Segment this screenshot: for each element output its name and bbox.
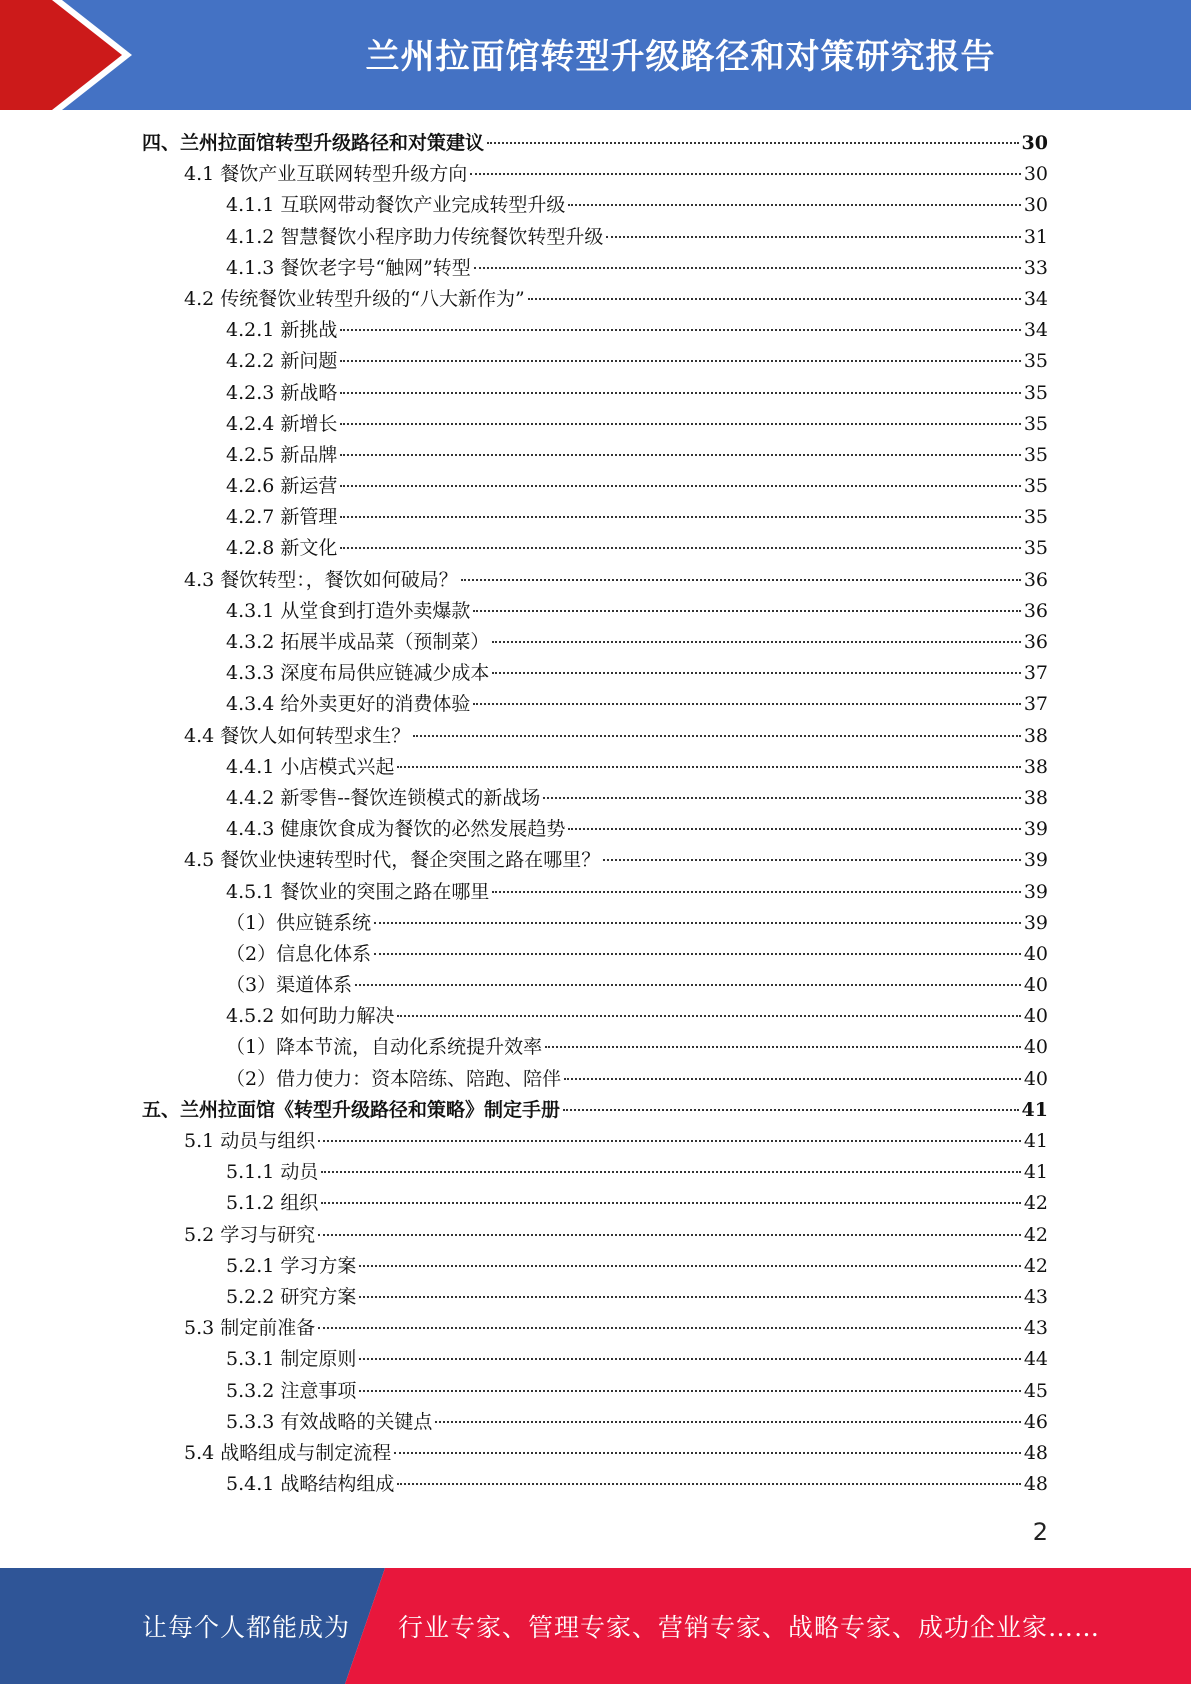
toc-entry-title: （1）降本节流，自动化系统提升效率 bbox=[226, 1036, 543, 1059]
toc-dot-leader bbox=[321, 1171, 1020, 1173]
toc-entry-page: 43 bbox=[1023, 1285, 1048, 1308]
toc-entry-page: 38 bbox=[1023, 786, 1048, 809]
toc-entry-title: 4.2.6 新运营 bbox=[226, 475, 338, 498]
toc-dot-leader bbox=[487, 142, 1019, 144]
toc-entry[interactable] bbox=[142, 1282, 1048, 1313]
toc-dot-leader bbox=[374, 922, 1021, 924]
toc-entry-title: 5.3.3 有效战略的关键点 bbox=[226, 1410, 433, 1433]
toc-entry-title: 4.4.2 新零售--餐饮连锁模式的新战场 bbox=[226, 786, 541, 809]
toc-entry[interactable] bbox=[142, 346, 1048, 377]
toc-entry-page: 36 bbox=[1023, 631, 1048, 653]
toc-dot-leader bbox=[340, 423, 1020, 425]
toc-entry-page: 31 bbox=[1023, 225, 1048, 248]
toc-entry-page: 44 bbox=[1023, 1348, 1048, 1371]
toc-entry-page: 43 bbox=[1023, 1317, 1048, 1340]
toc-entry-page: 34 bbox=[1023, 319, 1048, 342]
toc-entry[interactable] bbox=[142, 502, 1048, 533]
toc-entry-page: 37 bbox=[1023, 693, 1048, 716]
toc-entry[interactable] bbox=[142, 1469, 1048, 1500]
toc-entry-title: 5.2 学习与研究 bbox=[184, 1223, 316, 1246]
toc-entry-page: 39 bbox=[1023, 880, 1048, 903]
toc-entry-title: 5.3.2 注意事项 bbox=[226, 1379, 357, 1402]
toc-entry-page: 35 bbox=[1023, 506, 1048, 529]
toc-dot-leader bbox=[340, 329, 1020, 331]
toc-entry[interactable] bbox=[142, 1376, 1048, 1407]
toc-entry[interactable] bbox=[142, 1344, 1048, 1375]
toc-entry-title: 4.1.1 互联网带动餐饮产业完成转型升级 bbox=[226, 194, 566, 217]
toc-entry[interactable] bbox=[142, 783, 1048, 814]
toc-entry-title: 5.2.2 研究方案 bbox=[226, 1285, 357, 1308]
toc-entry-page: 37 bbox=[1023, 662, 1048, 685]
toc-entry[interactable] bbox=[142, 1001, 1048, 1032]
toc-entry[interactable] bbox=[142, 752, 1048, 783]
toc-entry[interactable] bbox=[142, 658, 1048, 689]
toc-entry-page: 40 bbox=[1023, 1036, 1048, 1059]
toc-dot-leader bbox=[359, 1390, 1020, 1392]
toc-entry-title: 4.2.1 新挑战 bbox=[226, 319, 338, 342]
toc-entry-title: 4.2.2 新问题 bbox=[226, 350, 338, 373]
toc-dot-leader bbox=[606, 236, 1020, 238]
toc-dot-leader bbox=[470, 173, 1021, 175]
toc-entry-title: 4.3.2 拓展半成品菜（预制菜） bbox=[226, 631, 490, 653]
toc-entry[interactable] bbox=[142, 471, 1048, 502]
toc-entry-page: 48 bbox=[1023, 1473, 1048, 1496]
toc-entry-page: 38 bbox=[1023, 755, 1048, 778]
toc-entry[interactable] bbox=[142, 1032, 1048, 1063]
toc-dot-leader bbox=[359, 1296, 1020, 1298]
toc-entry-page: 30 bbox=[1021, 132, 1048, 154]
toc-entry-page: 35 bbox=[1023, 443, 1048, 466]
toc-entry-page: 39 bbox=[1023, 849, 1048, 872]
toc-entry-page: 30 bbox=[1023, 194, 1048, 217]
toc-dot-leader bbox=[568, 204, 1020, 206]
toc-entry-title: 5.3.1 制定原则 bbox=[226, 1348, 357, 1371]
toc-entry-title: （1）供应链系统 bbox=[226, 911, 372, 934]
toc-dot-leader bbox=[340, 360, 1020, 362]
toc-entry-title: 5.1.1 动员 bbox=[226, 1161, 319, 1184]
toc-entry-page: 42 bbox=[1023, 1192, 1048, 1215]
toc-dot-leader bbox=[340, 485, 1020, 487]
toc-dot-leader bbox=[397, 766, 1020, 768]
header-arrow-icon bbox=[0, 0, 160, 110]
toc-entry[interactable] bbox=[142, 596, 1048, 627]
toc-entry-title: 4.2.5 新品牌 bbox=[226, 443, 338, 466]
toc-entry-title: 5.1.2 组织 bbox=[226, 1192, 319, 1215]
toc-entry-page: 40 bbox=[1023, 974, 1048, 997]
toc-dot-leader bbox=[603, 859, 1021, 861]
toc-entry[interactable] bbox=[142, 721, 1048, 752]
toc-entry-title: 5.3 制定前准备 bbox=[184, 1317, 316, 1340]
toc-entry[interactable] bbox=[142, 378, 1048, 409]
toc-entry[interactable] bbox=[142, 284, 1048, 315]
toc-entry-title: 4.4.1 小店模式兴起 bbox=[226, 755, 395, 778]
toc-dot-leader bbox=[359, 1358, 1020, 1360]
toc-entry-page: 38 bbox=[1023, 724, 1048, 747]
toc-entry-title: 4.3 餐饮转型：，餐饮如何破局？ bbox=[184, 568, 458, 591]
toc-entry-page: 35 bbox=[1023, 537, 1048, 560]
table-of-contents bbox=[142, 128, 1048, 1500]
toc-entry-page: 34 bbox=[1023, 287, 1048, 310]
toc-entry-title: 4.2.4 新增长 bbox=[226, 412, 338, 435]
toc-dot-leader bbox=[492, 672, 1020, 674]
toc-entry-page: 35 bbox=[1023, 412, 1048, 435]
toc-entry[interactable] bbox=[142, 1157, 1048, 1188]
toc-dot-leader bbox=[492, 641, 1020, 643]
toc-dot-leader bbox=[340, 516, 1020, 518]
toc-dot-leader bbox=[413, 735, 1021, 737]
toc-entry[interactable] bbox=[142, 939, 1048, 970]
toc-entry-page: 30 bbox=[1023, 163, 1048, 186]
toc-entry-page: 46 bbox=[1023, 1410, 1048, 1433]
toc-entry-title: 4.5 餐饮业快速转型时代，餐企突围之路在哪里？ bbox=[184, 849, 601, 872]
toc-entry[interactable] bbox=[142, 1188, 1048, 1219]
toc-entry-page: 40 bbox=[1023, 1067, 1048, 1090]
toc-entry[interactable] bbox=[142, 845, 1048, 876]
toc-entry-page: 40 bbox=[1023, 1005, 1048, 1028]
toc-entry[interactable] bbox=[142, 440, 1048, 471]
toc-entry-title: 4.4.3 健康饮食成为餐饮的必然发展趋势 bbox=[226, 818, 566, 841]
toc-entry[interactable] bbox=[142, 1251, 1048, 1282]
toc-dot-leader bbox=[568, 828, 1020, 830]
toc-entry-title: 4.2.8 新文化 bbox=[226, 537, 338, 560]
toc-entry-title: 四、兰州拉面馆转型升级路径和对策建议 bbox=[142, 132, 485, 154]
toc-entry-page: 40 bbox=[1023, 942, 1048, 965]
toc-entry[interactable] bbox=[142, 159, 1048, 190]
page-number: 2 bbox=[1032, 1518, 1048, 1546]
toc-dot-leader bbox=[340, 547, 1020, 549]
toc-dot-leader bbox=[318, 1234, 1021, 1236]
toc-entry[interactable] bbox=[142, 908, 1048, 939]
toc-entry[interactable] bbox=[142, 1095, 1048, 1126]
document-title: 兰州拉面馆转型升级路径和对策研究报告 bbox=[365, 36, 996, 77]
toc-entry[interactable] bbox=[142, 1064, 1048, 1095]
toc-entry[interactable] bbox=[142, 128, 1048, 159]
toc-dot-leader bbox=[435, 1421, 1020, 1423]
toc-entry-page: 42 bbox=[1023, 1223, 1048, 1246]
toc-entry-page: 45 bbox=[1023, 1379, 1048, 1402]
toc-entry[interactable] bbox=[142, 1438, 1048, 1469]
header-banner bbox=[0, 0, 1191, 110]
toc-dot-leader bbox=[492, 891, 1020, 893]
toc-dot-leader bbox=[397, 1483, 1020, 1485]
toc-dot-leader bbox=[374, 953, 1021, 955]
toc-dot-leader bbox=[543, 797, 1021, 799]
toc-dot-leader bbox=[355, 984, 1021, 986]
toc-entry-page: 48 bbox=[1023, 1441, 1048, 1464]
toc-entry[interactable] bbox=[142, 1407, 1048, 1438]
toc-entry-title: 5.1 动员与组织 bbox=[184, 1130, 316, 1152]
toc-entry-page: 41 bbox=[1023, 1161, 1048, 1184]
toc-entry-title: 4.5.1 餐饮业的突围之路在哪里 bbox=[226, 880, 490, 903]
toc-entry[interactable] bbox=[142, 627, 1048, 658]
toc-entry[interactable] bbox=[142, 814, 1048, 845]
toc-dot-leader bbox=[340, 454, 1020, 456]
toc-dot-leader bbox=[340, 392, 1020, 394]
toc-entry-title: 4.4 餐饮人如何转型求生？ bbox=[184, 724, 411, 747]
toc-entry[interactable] bbox=[142, 1126, 1048, 1157]
toc-dot-leader bbox=[564, 1078, 1021, 1080]
toc-entry[interactable] bbox=[142, 533, 1048, 564]
toc-dot-leader bbox=[545, 1046, 1021, 1048]
toc-dot-leader bbox=[394, 1452, 1021, 1454]
toc-entry-title: 4.1.3 餐饮老字号“触网”转型 bbox=[226, 256, 471, 279]
toc-entry-page: 41 bbox=[1023, 1130, 1048, 1152]
toc-dot-leader bbox=[318, 1327, 1021, 1329]
footer-slogan-left: 让每个人都能成为 bbox=[142, 1613, 351, 1642]
toc-entry-title: 4.3.3 深度布局供应链减少成本 bbox=[226, 662, 490, 685]
toc-entry-title: 4.2.3 新战略 bbox=[226, 381, 338, 404]
toc-dot-leader bbox=[321, 1202, 1020, 1204]
toc-entry-title: 4.2.7 新管理 bbox=[226, 506, 338, 529]
toc-entry[interactable] bbox=[142, 689, 1048, 720]
toc-dot-leader bbox=[359, 1265, 1020, 1267]
toc-entry-title: （2）信息化体系 bbox=[226, 942, 372, 965]
toc-dot-leader bbox=[528, 298, 1021, 300]
toc-entry-title: 4.1 餐饮产业互联网转型升级方向 bbox=[184, 163, 468, 186]
toc-entry-page: 35 bbox=[1023, 475, 1048, 498]
toc-entry-page: 35 bbox=[1023, 350, 1048, 373]
toc-entry[interactable] bbox=[142, 409, 1048, 440]
toc-entry-page: 39 bbox=[1023, 818, 1048, 841]
toc-entry[interactable] bbox=[142, 315, 1048, 346]
toc-dot-leader bbox=[473, 610, 1020, 612]
toc-entry[interactable] bbox=[142, 565, 1048, 596]
footer-banner bbox=[0, 1568, 1191, 1684]
toc-dot-leader bbox=[397, 1015, 1020, 1017]
toc-entry-title: 4.2 传统餐饮业转型升级的“八大新作为” bbox=[184, 287, 525, 310]
toc-dot-leader bbox=[461, 579, 1021, 581]
toc-entry[interactable] bbox=[142, 222, 1048, 253]
toc-entry-title: （3）渠道体系 bbox=[226, 974, 353, 997]
toc-entry[interactable] bbox=[142, 970, 1048, 1001]
toc-entry-title: 4.5.2 如何助力解决 bbox=[226, 1005, 395, 1028]
toc-entry-title: 5.2.1 学习方案 bbox=[226, 1254, 357, 1277]
toc-entry-page: 36 bbox=[1023, 568, 1048, 591]
toc-entry-title: 五、兰州拉面馆《转型升级路径和策略》制定手册 bbox=[142, 1098, 561, 1121]
toc-entry-page: 42 bbox=[1023, 1254, 1048, 1277]
toc-entry-title: （2）借力使力：资本陪练、陪跑、陪伴 bbox=[226, 1067, 562, 1090]
toc-entry[interactable] bbox=[142, 1220, 1048, 1251]
toc-entry-title: 5.4.1 战略结构组成 bbox=[226, 1473, 395, 1496]
toc-entry[interactable] bbox=[142, 253, 1048, 284]
toc-entry-title: 4.3.1 从堂食到打造外卖爆款 bbox=[226, 599, 471, 622]
toc-entry-page: 39 bbox=[1023, 911, 1048, 934]
toc-entry-page: 35 bbox=[1023, 381, 1048, 404]
toc-dot-leader bbox=[318, 1140, 1021, 1142]
toc-entry-title: 5.4 战略组成与制定流程 bbox=[184, 1441, 392, 1464]
footer-slogan-right: 行业专家、管理专家、营销专家、战略专家、成功企业家…… bbox=[398, 1613, 1101, 1642]
toc-dot-leader bbox=[563, 1109, 1019, 1111]
toc-entry[interactable] bbox=[142, 877, 1048, 908]
toc-entry-page: 36 bbox=[1023, 599, 1048, 622]
toc-entry-title: 4.1.2 智慧餐饮小程序助力传统餐饮转型升级 bbox=[226, 225, 604, 248]
toc-dot-leader bbox=[473, 703, 1020, 705]
toc-entry-page: 41 bbox=[1021, 1098, 1048, 1121]
toc-entry-title: 4.3.4 给外卖更好的消费体验 bbox=[226, 693, 471, 716]
toc-entry-page: 33 bbox=[1023, 256, 1048, 279]
toc-dot-leader bbox=[474, 267, 1021, 269]
toc-entry[interactable] bbox=[142, 190, 1048, 221]
toc-entry[interactable] bbox=[142, 1313, 1048, 1344]
